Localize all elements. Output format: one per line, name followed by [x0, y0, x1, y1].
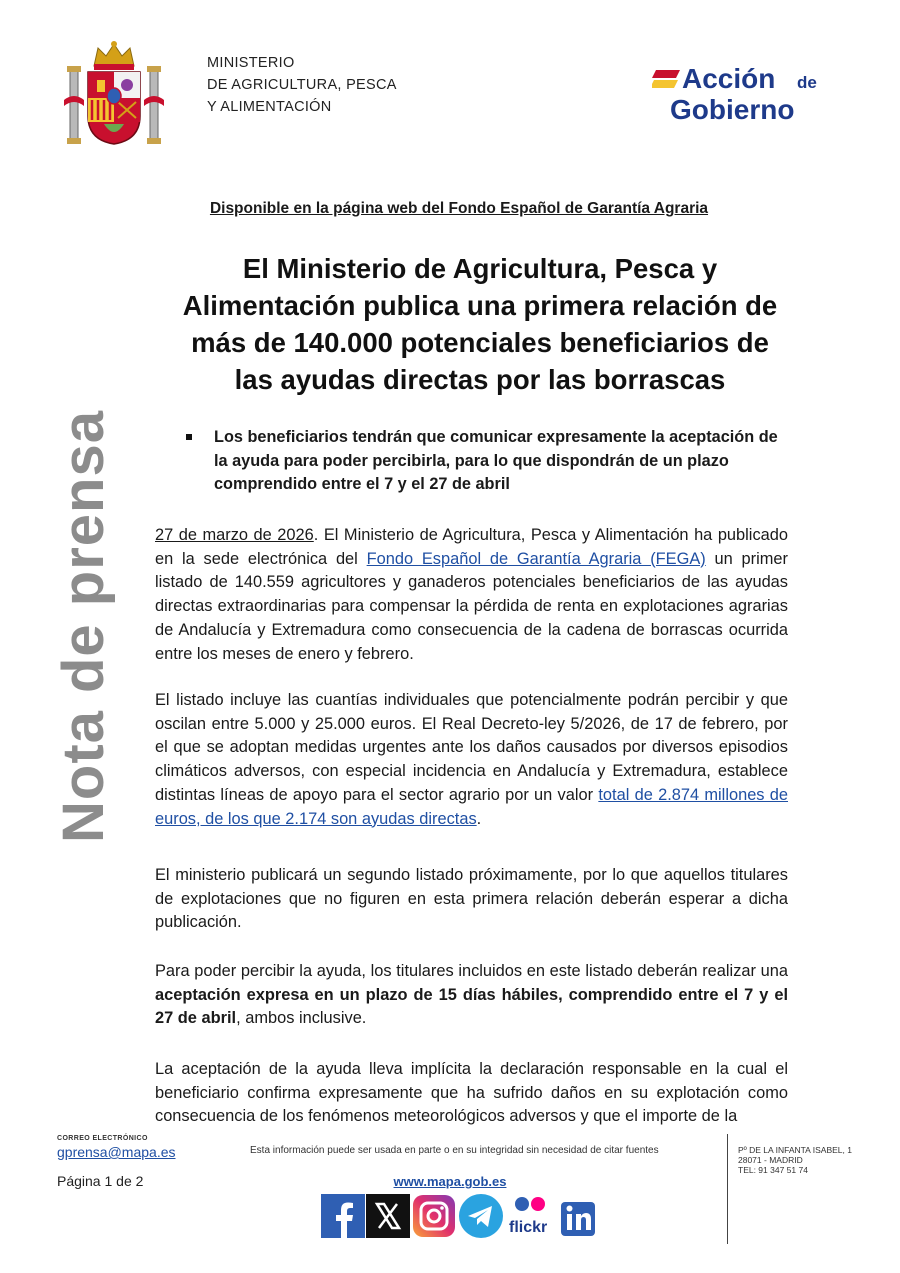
- flickr-label: flickr: [509, 1219, 548, 1236]
- availability-subheading: Disponible en la página web del Fondo Español de Garantía Agraria: [209, 200, 709, 217]
- brand-word-accion: Acción: [682, 63, 776, 94]
- press-email-link[interactable]: gprensa@mapa.es: [57, 1144, 176, 1160]
- usage-note: Esta información puede ser usada en parte o en su integridad sin necesidad de citar fuentes: [250, 1145, 659, 1156]
- telegram-icon[interactable]: [456, 1194, 506, 1238]
- paragraph-text: , ambos inclusive.: [236, 1009, 367, 1028]
- website-link-text[interactable]: www.mapa.gob.es: [393, 1174, 507, 1189]
- ministry-line: DE AGRICULTURA, PESCA: [207, 77, 397, 93]
- body-paragraph-2: [155, 689, 788, 831]
- x-twitter-icon[interactable]: [366, 1194, 410, 1238]
- press-release-title: El Ministerio de Agricultura, Pesca y Alimentación publica una primera relación de más de 140.000 potenciales beneficiarios de las ayudas directas por las borrascas: [182, 253, 778, 395]
- highlight-bullet: [186, 426, 791, 497]
- bullet-text: Los beneficiarios tendrán que comunicar expresamente la aceptación de la ayuda para poder percibirla, para lo que dispondrán de un plazo comprendido entre el 7 y el 27 de abril: [214, 428, 778, 493]
- coat-of-arms-logo: [64, 40, 164, 148]
- ministry-name: [207, 52, 397, 118]
- ministry-line: MINISTERIO: [207, 55, 295, 71]
- paragraph-text: El listado incluye las cuantías individuales que potencialmente podrán percibir y que oscilan entre 5.000 y 25.000 euros. El Real Decreto-ley 5/2026, de 17 de febrero, por el que se adoptan medidas urgentes ante los daños causados por diversos episodios climáticos adversos, con especial incidencia en Andalucía y Extremadura, establece distintas líneas de apoyo para el sector agrario por un valor: [155, 691, 788, 804]
- address-line: TEL: 91 347 51 74: [738, 1165, 808, 1175]
- funding-total-link[interactable]: total de 2.874 millones de euros, de los que 2.174 son ayudas directas: [155, 785, 789, 828]
- paragraph-text: .: [476, 809, 482, 828]
- postal-address: [738, 1145, 852, 1175]
- body-paragraph-5: La aceptación de la ayuda lleva implícita la declaración responsable en la cual el beneficiario confirma expresamente que ha sufrido daños en su explotación como consecuencia de los fenómenos meteorológicos adversos y que el importe de la: [155, 1060, 788, 1126]
- release-date: 27 de marzo de 2026: [155, 526, 314, 544]
- body-paragraph-3: El ministerio publicará un segundo listado próximamente, por lo que aquellos titulares de explotaciones que no figuren en esta primera relación deberán esperar a dicha publicación.: [155, 866, 788, 932]
- bullet-square-icon: [186, 434, 192, 440]
- ministry-line: Y ALIMENTACIÓN: [207, 99, 332, 115]
- facebook-icon[interactable]: [321, 1194, 365, 1238]
- acceptance-deadline: aceptación expresa en un plazo de 15 días hábiles, comprendido entre el 7 y el 27 de abril: [155, 985, 788, 1028]
- accion-de-gobierno-logo: [652, 62, 830, 124]
- body-paragraph-4: [155, 960, 788, 1031]
- instagram-icon[interactable]: [411, 1194, 457, 1238]
- website-link[interactable]: [0, 1174, 900, 1189]
- fega-link[interactable]: Fondo Español de Garantía Agraria (FEGA): [366, 549, 706, 568]
- page-number: Página 1 de 2: [57, 1173, 144, 1189]
- address-line: 28071 - MADRID: [738, 1155, 803, 1165]
- footer-divider: [727, 1134, 728, 1244]
- paragraph-text: un primer listado de 140.559 agricultores y ganaderos potenciales beneficiarios de las ayudas directas extraordinarias para compensar la pérdida de renta en explotaciones agrarias de Andalucía y Extremadura como consecuencia de la cadena de borrascas ocurrida entre los meses de enero y febrero.: [155, 549, 788, 663]
- nota-de-prensa-banner: Nota de prensa: [51, 410, 116, 843]
- address-line: Pº DE LA INFANTA ISABEL, 1: [738, 1145, 852, 1155]
- brand-word-de: de: [797, 73, 817, 92]
- linkedin-icon[interactable]: [561, 1194, 597, 1238]
- brand-word-gobierno: Gobierno: [670, 94, 795, 124]
- paragraph-text: . El Ministerio de Agricultura, Pesca y Alimentación ha publicado en la sede electrónica del: [155, 526, 788, 568]
- paragraph-text: Para poder percibir la ayuda, los titulares incluidos en este listado deberán realizar una: [155, 962, 788, 980]
- body-paragraph-1: [155, 524, 788, 666]
- email-label: CORREO ELECTRÓNICO: [57, 1135, 148, 1142]
- flickr-icon[interactable]: [505, 1194, 555, 1238]
